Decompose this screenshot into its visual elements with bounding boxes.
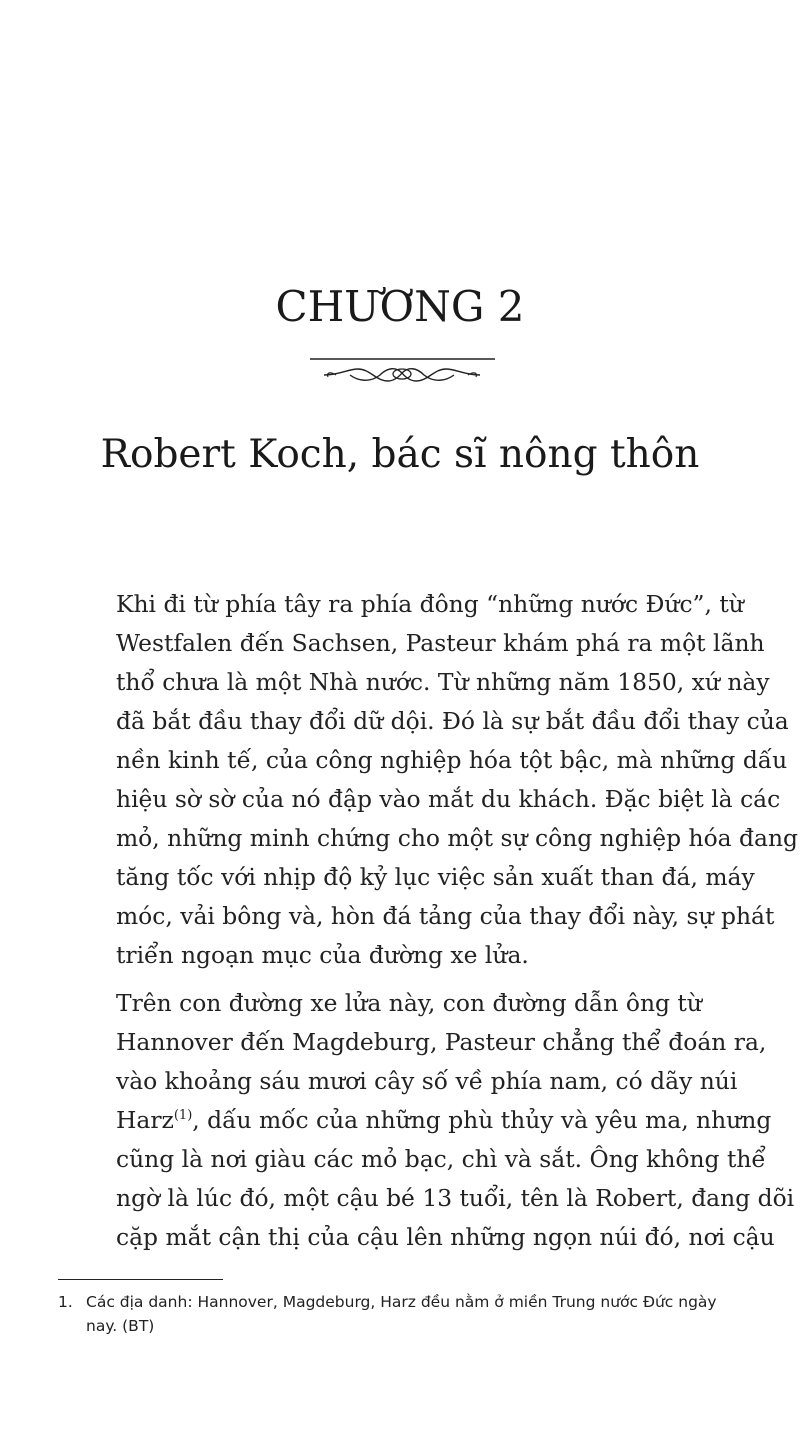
text-line: Trên con đường xe lửa này, con đường dẫn ông từ [116,989,702,1017]
text-line: hiệu sờ sờ của nó đập vào mắt du khách. Đặc biệt là các [116,785,781,813]
text-line: cũng là nơi giàu các mỏ bạc, chì và sắt. Ông không thể [116,1145,766,1173]
paragraph-1 [58,585,798,975]
text-line [58,1101,772,1140]
text-line: tăng tốc với nhịp độ kỷ lục việc sản xuất than đá, máy [116,863,755,891]
footnote-number: 1. [58,1293,73,1311]
text-line: thổ chưa là một Nhà nước. Từ những năm 1850, xứ này [116,668,770,696]
text-line: ngờ là lúc đó, một cậu bé 13 tuổi, tên là Robert, đang dõi [116,1184,795,1212]
body-text [58,585,798,1257]
ornament-divider-icon [310,355,495,389]
footnote-reference[interactable]: (1) [173,1108,193,1124]
text-line: đã bắt đầu thay đổi dữ dội. Đó là sự bắt đầu đổi thay của [116,707,789,735]
text-fragment: , dấu mốc của những phù thủy và yêu ma, nhưng [192,1106,772,1134]
text-line: vào khoảng sáu mươi cây số về phía nam, có dãy núi [116,1067,738,1095]
chapter-label: CHƯƠNG 2 [275,282,525,331]
text-fragment: Harz [116,1106,174,1134]
footnote-text-line: Các địa danh: Hannover, Magdeburg, Harz đều nằm ở miền Trung nước Đức ngày [86,1293,717,1311]
footnote-text-line: nay. (BT) [86,1317,155,1335]
text-line: móc, vải bông và, hòn đá tảng của thay đổi này, sự phát [116,902,775,930]
text-line: nền kinh tế, của công nghiệp hóa tột bậc, mà những dấu [116,746,788,774]
paragraph-2 [58,984,795,1257]
text-line: Hannover đến Magdeburg, Pasteur chẳng thể đoán ra, [116,1028,767,1056]
text-line: Westfalen đến Sachsen, Pasteur khám phá ra một lãnh [116,629,765,657]
footnote-divider [58,1279,223,1280]
footnote [58,1290,758,1338]
text-line: cặp mắt cận thị của cậu lên những ngọn núi đó, nơi cậu [116,1223,775,1251]
text-line: triển ngoạn mục của đường xe lửa. [116,941,529,969]
chapter-title: Robert Koch, bác sĩ nông thôn [100,432,700,477]
text-line: Khi đi từ phía tây ra phía đông “những nước Đức”, từ [116,590,744,618]
text-line: mỏ, những minh chứng cho một sự công nghiệp hóa đang [116,824,798,852]
